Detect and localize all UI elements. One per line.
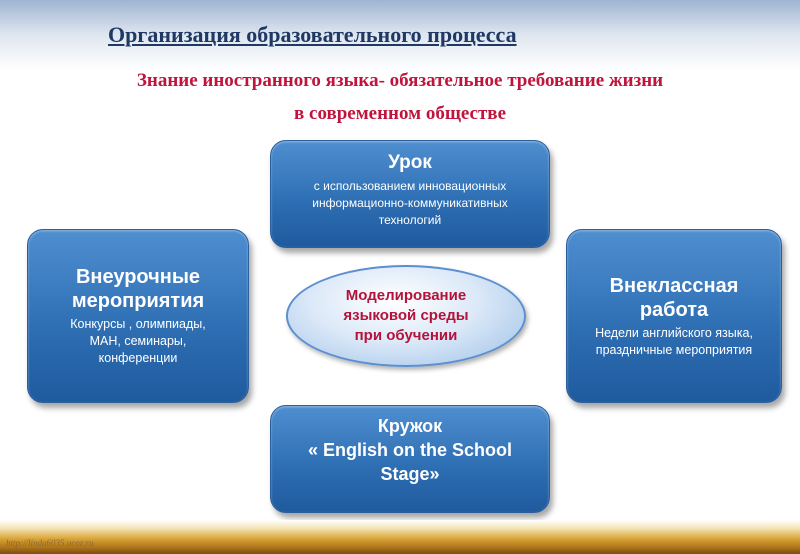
center-line-3: при обучении (354, 327, 458, 344)
out-of-class-box (566, 229, 782, 403)
lesson-desc-line-3: технологий (378, 213, 442, 227)
extracurricular-description (70, 316, 205, 367)
center-line-2: языковой среды (343, 307, 469, 324)
extracurricular-heading-line-2: мероприятия (71, 290, 205, 312)
extracurricular-desc-line-2: МАН, семинары, (89, 334, 187, 348)
slide-title: Организация образовательного процесса (108, 22, 517, 47)
club-name-line-2: Stage» (380, 464, 440, 484)
out-of-class-desc-line-2: праздничные мероприятия (595, 342, 753, 357)
lesson-box (270, 140, 550, 248)
extracurricular-box (27, 229, 249, 403)
club-name-line-1: « English on the School (307, 440, 512, 460)
footer-url: http://linda6035.ucoz.ru (6, 538, 94, 548)
decorative-floor (0, 520, 800, 554)
out-of-class-heading-line-2: работа (639, 298, 709, 321)
out-of-class-heading-line-1: Внеклассная (609, 274, 739, 297)
lesson-desc-line-1: с использованием инновационных (313, 179, 507, 193)
subtitle-line-1: Знание иностранного языка- обязательное требование жизни (136, 70, 664, 91)
subtitle-line-2: в современном обществе (294, 103, 506, 124)
slide-subtitle (0, 64, 800, 130)
center-ellipse (286, 265, 526, 367)
extracurricular-heading-line-1: Внеурочные (75, 266, 201, 288)
club-heading: Кружок (377, 416, 443, 436)
club-box (270, 405, 550, 513)
extracurricular-desc-line-3: конференции (98, 351, 178, 365)
lesson-heading: Урок (388, 152, 432, 173)
out-of-class-description (595, 325, 753, 359)
center-line-1: Моделирование (345, 287, 467, 304)
lesson-description (312, 178, 507, 229)
extracurricular-desc-line-1: Конкурсы , олимпиады, (70, 317, 206, 331)
out-of-class-desc-line-1: Недели английского языка, (595, 325, 753, 340)
lesson-desc-line-2: информационно-коммуникативных (312, 196, 508, 210)
